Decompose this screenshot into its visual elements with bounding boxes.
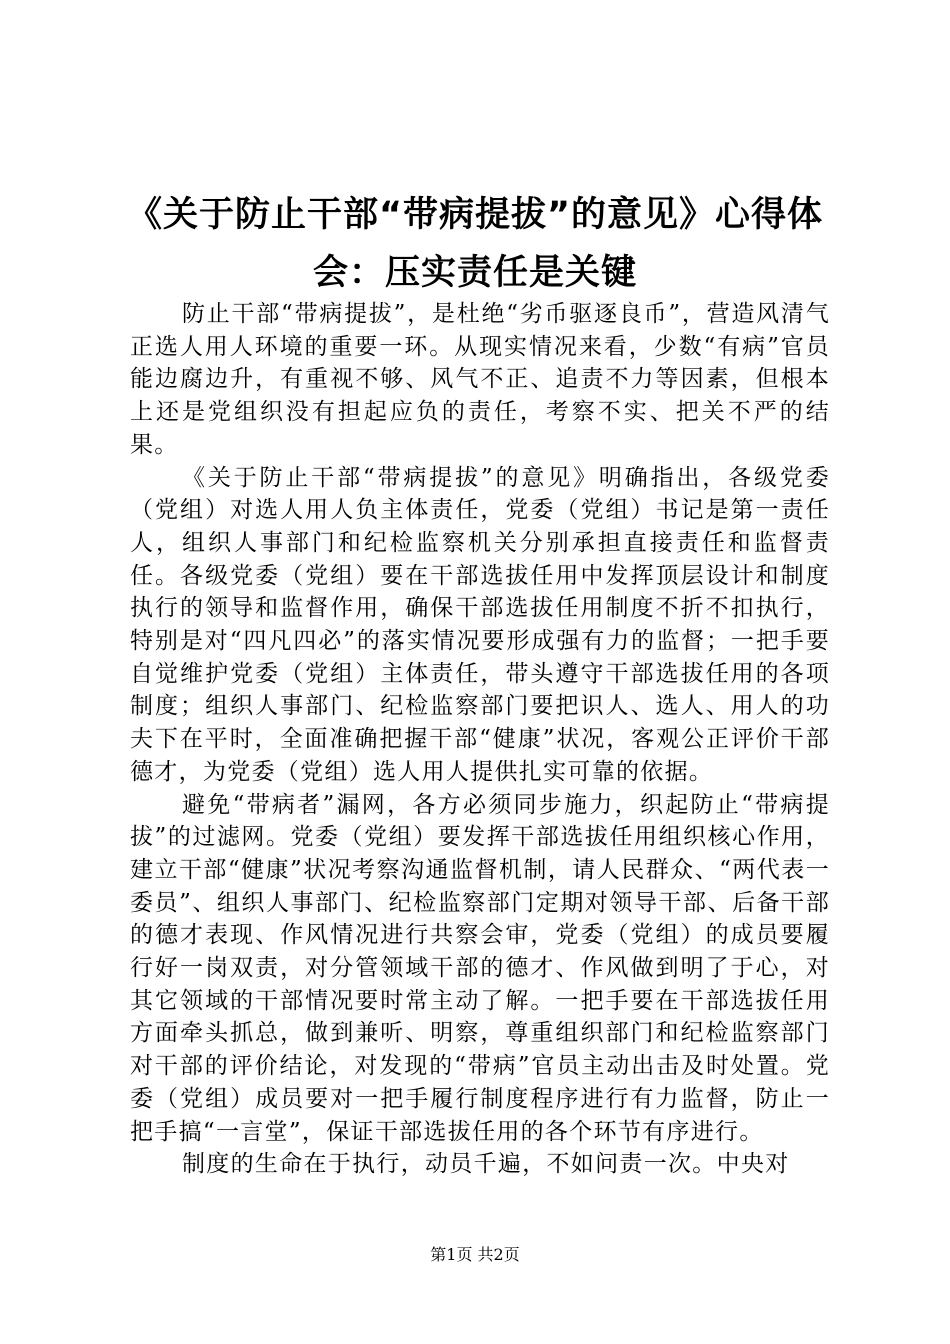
paragraph-3: 避免“带病者”漏网，各方必须同步施力，织起防止“带病提拔”的过滤网。党委（党组）要发挥干部选拔任用组织核心作用，建立干部“健康”状况考察沟通监督机制，请人民群众、“两代表一委员”、组织人事部门、纪检监察部门定期对领导干部、后备干部的德才表现、作风情况进行共察会审，党委（党组）的成员要履行好一岗双责，对分管领域干部的德才、作风做到明了于心，对其它领域的干部情况要时常主动了解。一把手要在干部选拔任用方面牵头抓总，做到兼听、明察，尊重组织部门和纪检监察部门对干部的评价结论，对发现的“带病”官员主动出击及时处置。党委（党组）成员要对一把手履行制度程序进行有力监督，防止一把手搞“一言堂”，保证干部选拔任用的各个环节有序进行。: [130, 791, 830, 1145]
document-body: [130, 298, 830, 1181]
paragraph-4: 制度的生命在于执行，动员千遍，不如问责一次。中央对: [182, 1151, 790, 1178]
paragraph-1: 防止干部“带病提拔”，是杜绝“劣币驱逐良币”，营造风清气正选人用人环境的重要一环。从现实情况来看，少数“有病”官员能边腐边升，有重视不够、风气不正、追责不力等因素，但根本上还是党组织没有担起应负的责任，考察不实、把关不严的结果。: [130, 301, 830, 458]
paragraph-2: 《关于防止干部“带病提拔”的意见》明确指出，各级党委（党组）对选人用人负主体责任，党委（党组）书记是第一责任人，组织人事部门和纪检监察机关分别承担直接责任和监督责任。各级党委（党组）要在干部选拔任用中发挥顶层设计和制度执行的领导和监督作用，确保干部选拔任用制度不折不扣执行，特别是对“四凡四必”的落实情况要形成强有力的监督；一把手要自觉维护党委（党组）主体责任，带头遵守干部选拔任用的各项制度；组织人事部门、纪检监察部门要把识人、选人、用人的功夫下在平时，全面准确把握干部“健康”状况，客观公正评价干部德才，为党委（党组）选人用人提供扎实可靠的依据。: [130, 464, 830, 785]
document-title: 《关于防止干部“带病提拔”的意见》心得体会：压实责任是关键: [126, 195, 823, 293]
page-number-footer: 第1页 共2页: [430, 1245, 520, 1264]
